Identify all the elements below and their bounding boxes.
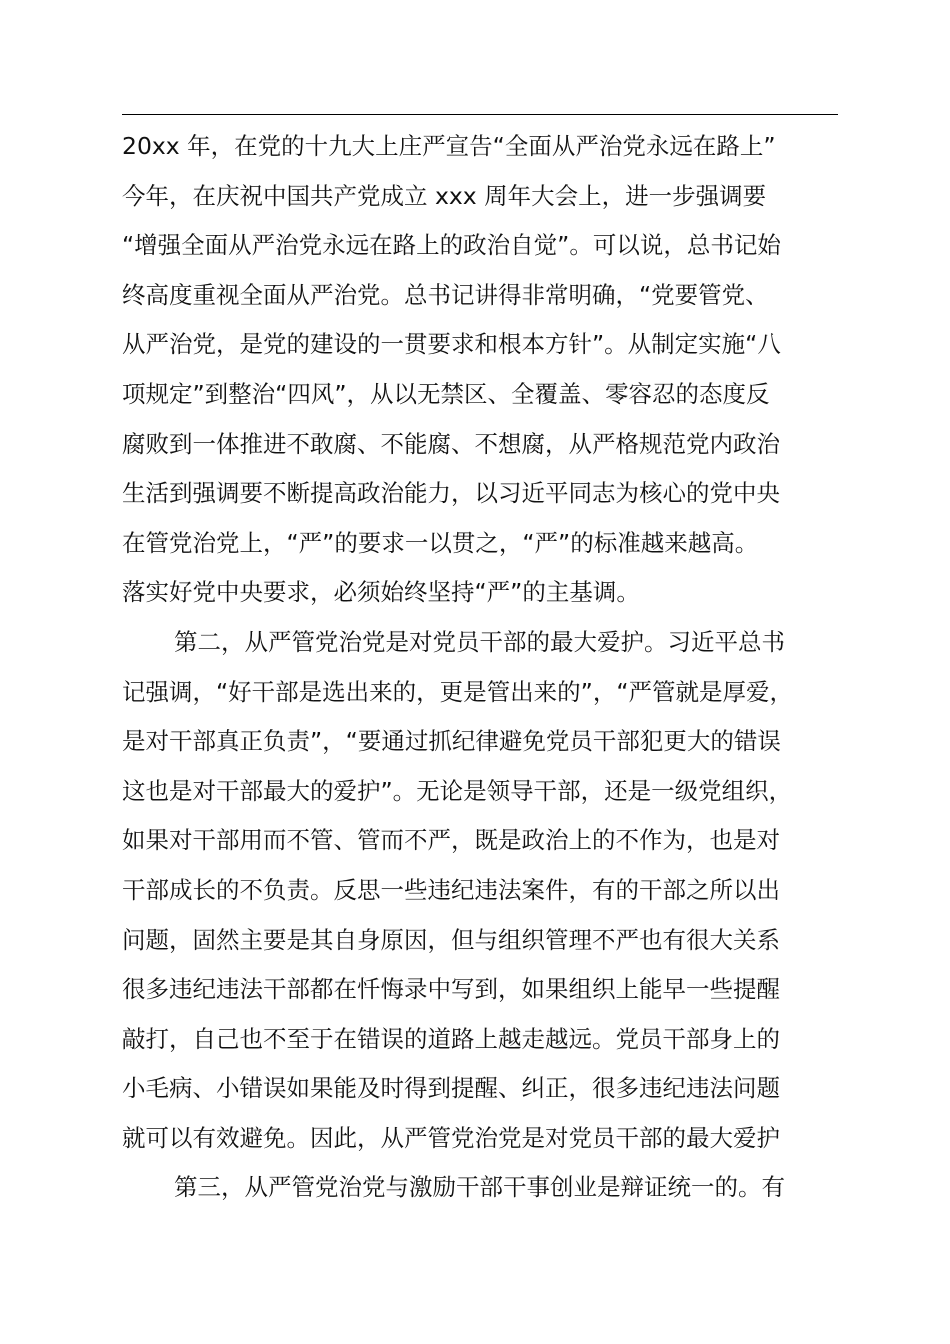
header-rule: [122, 114, 838, 115]
text-line: 敲打，自己也不至于在错误的道路上越走越远。党员干部身上的: [122, 1024, 780, 1053]
text-line: 就可以有效避免。因此，从严管党治党是对党员干部的最大爱护: [122, 1123, 780, 1152]
text-line: 干部成长的不负责。反思一些违纪违法案件，有的干部之所以出: [122, 875, 780, 904]
text-line: 这也是对干部最大的爱护”。无论是领导干部，还是一级党组织，: [122, 776, 793, 805]
body-text: [122, 122, 852, 1213]
text-line: 项规定”到整治“四风”，从以无禁区、全覆盖、零容忍的态度反: [122, 379, 770, 408]
text-line: 问题，固然主要是其自身原因，但与组织管理不严也有很大关系: [122, 925, 780, 954]
text-line: 从严治党，是党的建设的一贯要求和根本方针”。从制定实施“八: [122, 330, 781, 359]
text-line: 落实好党中央要求，必须始终坚持“严”的主基调。: [122, 578, 640, 607]
text-line: 第二，从严管党治党是对党员干部的最大爱护。习近平总书: [174, 627, 785, 656]
text-line: 在管党治党上，“严”的要求一以贯之，“严”的标准越来越高。: [122, 528, 759, 557]
text-line: 腐败到一体推进不敢腐、不能腐、不想腐，从严格规范党内政治: [122, 429, 780, 458]
text-line: 记强调，“好干部是选出来的，更是管出来的”，“严管就是厚爱，: [122, 677, 794, 706]
text-line: 20xx 年，在党的十九大上庄严宣告“全面从严治党永远在路上”: [122, 132, 776, 160]
text-line: “增强全面从严治党永远在路上的政治自觉”。可以说，总书记始: [122, 231, 781, 260]
text-line: 很多违纪违法干部都在忏悔录中写到，如果组织上能早一些提醒: [122, 975, 780, 1004]
text-line: 生活到强调要不断提高政治能力，以习近平同志为核心的党中央: [122, 479, 780, 508]
text-line: 今年，在庆祝中国共产党成立 xxx 周年大会上，进一步强调要: [122, 181, 767, 210]
text-line: 第三，从严管党治党与激励干部干事创业是辩证统一的。有: [174, 1173, 785, 1202]
text-line: 如果对干部用而不管、管而不严，既是政治上的不作为，也是对: [122, 826, 780, 855]
text-line: 小毛病、小错误如果能及时得到提醒、纠正，很多违纪违法问题: [122, 1074, 780, 1103]
text-line: 终高度重视全面从严治党。总书记讲得非常明确，“党要管党、: [122, 280, 769, 309]
text-line: 是对干部真正负责”，“要通过抓纪律避免党员干部犯更大的错误: [122, 727, 781, 756]
